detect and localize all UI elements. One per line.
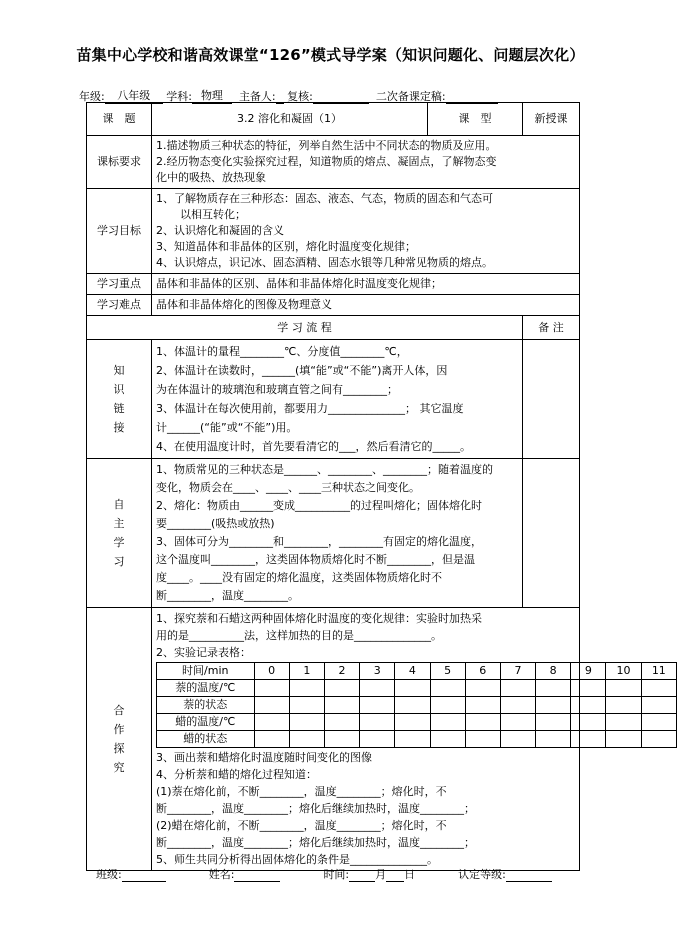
key-points-text: 晶体和非晶体的区别、晶体和非晶体熔化时温度变化规律；	[152, 274, 580, 295]
link-line: 2、体温计在读数时，______(填“能”或“不能”)离开人体，因	[156, 364, 448, 377]
record-header-cell: 时间/min	[157, 663, 255, 680]
standards-line: 1.描述物质三种状态的特征，列举自然生活中不同状态的物质及应用。	[156, 139, 497, 152]
goals-line: 4、认识熔点，识记冰、固态酒精、固态水银等几种常见物质的熔点。	[156, 256, 493, 269]
record-row	[157, 714, 677, 731]
record-cell[interactable]	[500, 697, 535, 714]
record-cell[interactable]	[289, 680, 324, 697]
record-cell[interactable]	[430, 731, 465, 748]
lesson-table	[86, 102, 666, 871]
record-cell[interactable]	[465, 680, 500, 697]
goals-content	[152, 189, 580, 274]
coop-line: 断________，温度________；熔化后继续加热时，温度________；	[156, 836, 475, 849]
record-header-cell: 6	[465, 663, 500, 680]
self-notes-cell[interactable]	[523, 459, 580, 608]
rating-field[interactable]	[506, 869, 552, 882]
record-cell[interactable]	[606, 714, 641, 731]
subject-label: 学科:	[166, 90, 192, 103]
link-section-label-text: 知识链接	[113, 364, 125, 434]
coop-line: 1、探究萘和石蜡这两种固体熔化时温度的变化规律：实验时加热采	[156, 612, 482, 625]
key-points-label: 学习重点	[87, 274, 152, 295]
preparer-label: 主备人:	[238, 90, 276, 103]
record-header-cell: 11	[641, 663, 676, 680]
self-line: 1、物质常见的三种状态是______、________、________；随着温度的	[156, 463, 493, 476]
record-cell[interactable]	[254, 697, 289, 714]
record-cell[interactable]	[465, 731, 500, 748]
grade-field[interactable]: 八年级	[105, 87, 163, 104]
coop-line: 用的是__________法，这样加热的目的是______________。	[156, 629, 442, 642]
record-cell[interactable]	[641, 731, 676, 748]
record-cell[interactable]	[254, 680, 289, 697]
footer-line	[96, 866, 552, 882]
coop-line: 5、师生共同分析得出固体熔化的条件是______________。	[156, 853, 438, 866]
record-cell[interactable]	[500, 731, 535, 748]
record-header-cell: 7	[500, 663, 535, 680]
record-cell[interactable]	[324, 731, 359, 748]
notes-header: 备 注	[523, 316, 580, 340]
class-field[interactable]	[122, 869, 166, 882]
link-section-label	[87, 340, 152, 459]
record-header-row	[157, 663, 677, 680]
record-header-cell: 10	[606, 663, 641, 680]
standards-row	[87, 136, 580, 189]
standards-line: 2.经历物态变化实验探究过程，知道物质的熔点、凝固点，了解物态变	[156, 155, 497, 168]
record-cell[interactable]	[395, 714, 430, 731]
link-notes-cell[interactable]	[523, 340, 580, 459]
month-field[interactable]	[349, 869, 375, 882]
self-line: 这个温度叫________，这类固体物质熔化时不断________，但是温	[156, 553, 475, 566]
self-line: 变化，物质会在____、____、____三种状态之间变化。	[156, 481, 420, 494]
goals-line: 2、认识熔化和凝固的含义	[156, 224, 284, 237]
record-cell[interactable]	[254, 714, 289, 731]
record-row-label: 萘的温度/℃	[157, 680, 255, 697]
record-table	[156, 662, 677, 748]
record-cell[interactable]	[536, 697, 571, 714]
class-label: 班级:	[96, 868, 122, 881]
day-field[interactable]	[386, 869, 404, 882]
self-section-row	[87, 459, 580, 608]
record-cell[interactable]	[395, 731, 430, 748]
record-header-cell: 4	[395, 663, 430, 680]
coop-line: 4、分析萘和蜡的熔化过程知道：	[156, 768, 317, 781]
record-cell[interactable]	[536, 714, 571, 731]
coop-line: 断________，温度________；熔化后继续加热时，温度________；	[156, 802, 475, 815]
grade-label: 年级:	[79, 90, 105, 103]
link-line: 4、在使用温度计时，首先要看清它的___，然后看清它的_____。	[156, 440, 471, 453]
record-row-label: 萘的状态	[157, 697, 255, 714]
record-row	[157, 697, 677, 714]
review-label: 复核:	[287, 90, 313, 103]
record-cell[interactable]	[360, 714, 395, 731]
link-section-content	[152, 340, 523, 459]
coop-line: (2)蜡在熔化前，不断________，温度________；熔化时，不	[156, 819, 447, 832]
self-section-label	[87, 459, 152, 608]
rating-label: 认定等级:	[458, 868, 506, 881]
self-section-content	[152, 459, 523, 608]
self-line: 2、熔化：物质由______变成__________的过程叫熔化；固体熔化时	[156, 499, 482, 512]
topic-row	[87, 103, 580, 136]
coop-section-label	[87, 608, 152, 871]
record-cell[interactable]	[571, 697, 606, 714]
standards-content	[152, 136, 580, 189]
record-cell[interactable]	[430, 680, 465, 697]
record-cell[interactable]	[641, 697, 676, 714]
difficulty-row	[87, 295, 580, 316]
link-line: 3、体温计在每次使用前，都要用力______________； 其它温度	[156, 402, 464, 415]
goals-line: 3、知道晶体和非晶体的区别，熔化时温度变化规律；	[156, 240, 416, 253]
record-cell[interactable]	[360, 731, 395, 748]
record-cell[interactable]	[641, 680, 676, 697]
link-line: 计______(“能”或“不能”)用。	[156, 421, 298, 434]
record-cell[interactable]	[571, 680, 606, 697]
day-label: 日	[404, 868, 416, 881]
difficulty-text: 晶体和非晶体熔化的图像及物理意义	[152, 295, 580, 316]
goals-line: 以相互转化；	[180, 208, 246, 221]
name-field[interactable]	[234, 869, 280, 882]
record-cell[interactable]	[536, 680, 571, 697]
coop-section-label-text: 合作探究	[113, 704, 125, 774]
record-cell[interactable]	[360, 697, 395, 714]
record-cell[interactable]	[430, 697, 465, 714]
flow-header: 学 习 流 程	[87, 316, 523, 340]
topic-label: 课 题	[87, 103, 152, 136]
self-line: 断________，温度________。	[156, 589, 299, 602]
record-cell[interactable]	[289, 714, 324, 731]
link-line: 1、体温计的量程________℃、分度值________℃，	[156, 345, 408, 358]
record-cell[interactable]	[289, 697, 324, 714]
link-line: 为在体温计的玻璃泡和玻璃直管之间有________；	[156, 383, 398, 396]
record-header-cell: 1	[289, 663, 324, 680]
goals-label: 学习目标	[87, 189, 152, 274]
link-section-row	[87, 340, 580, 459]
self-section-label-text: 自主学习	[113, 498, 125, 568]
key-points-row	[87, 274, 580, 295]
record-cell[interactable]	[536, 731, 571, 748]
record-cell[interactable]	[641, 714, 676, 731]
record-header-cell: 5	[430, 663, 465, 680]
record-cell[interactable]	[360, 680, 395, 697]
record-cell[interactable]	[395, 697, 430, 714]
record-cell[interactable]	[289, 731, 324, 748]
standards-line: 化中的吸热、放热现象	[156, 171, 266, 184]
record-cell[interactable]	[430, 714, 465, 731]
time-label: 时间:	[323, 868, 350, 881]
record-cell[interactable]	[465, 697, 500, 714]
record-cell[interactable]	[606, 680, 641, 697]
coop-line: 3、画出萘和蜡熔化时温度随时间变化的图像	[156, 751, 372, 764]
record-cell[interactable]	[571, 731, 606, 748]
coop-line: 2、实验记录表格：	[156, 646, 251, 659]
record-header-cell: 0	[254, 663, 289, 680]
goals-row	[87, 189, 580, 274]
type-value: 新授课	[523, 103, 580, 136]
coop-line: (1)萘在熔化前，不断________，温度________；熔化时，不	[156, 785, 447, 798]
record-cell[interactable]	[465, 714, 500, 731]
subject-field[interactable]: 物理	[192, 87, 232, 104]
record-cell[interactable]	[571, 714, 606, 731]
name-label: 姓名:	[208, 868, 235, 881]
standards-label: 课标要求	[87, 136, 152, 189]
type-label: 课 型	[428, 103, 523, 136]
record-row-label: 蜡的状态	[157, 731, 255, 748]
difficulty-label: 学习难点	[87, 295, 152, 316]
record-cell[interactable]	[324, 697, 359, 714]
record-cell[interactable]	[254, 731, 289, 748]
record-header-cell: 9	[571, 663, 606, 680]
flow-header-row	[87, 316, 580, 340]
record-header-cell: 8	[536, 663, 571, 680]
record-cell[interactable]	[606, 697, 641, 714]
month-label: 月	[375, 868, 387, 881]
record-cell[interactable]	[324, 680, 359, 697]
record-cell[interactable]	[606, 731, 641, 748]
record-header-cell: 2	[324, 663, 359, 680]
coop-section-row	[87, 608, 580, 871]
second-prep-label: 二次备课定稿:	[375, 90, 446, 103]
self-line: 度____。____没有固定的熔化温度，这类固体物质熔化时不	[156, 571, 442, 584]
record-cell[interactable]	[395, 680, 430, 697]
coop-section-content	[152, 608, 666, 871]
topic-value: 3.2 溶化和凝固（1）	[152, 103, 428, 136]
record-header-cell: 3	[360, 663, 395, 680]
self-line: 3、固体可分为________和________，________有固定的熔化温度，	[156, 535, 482, 548]
record-cell[interactable]	[324, 714, 359, 731]
record-row	[157, 731, 677, 748]
document-title: 苗集中心学校和谐高效课堂“126”模式导学案（知识问题化、问题层次化）	[76, 46, 585, 64]
record-cell[interactable]	[500, 680, 535, 697]
self-line: 要________(吸热或放热)	[156, 517, 275, 530]
record-row-label: 蜡的温度/℃	[157, 714, 255, 731]
goals-line: 1、了解物质存在三种形态：固态、液态、气态，物质的固态和气态可	[156, 192, 493, 205]
record-cell[interactable]	[500, 714, 535, 731]
record-row	[157, 680, 677, 697]
